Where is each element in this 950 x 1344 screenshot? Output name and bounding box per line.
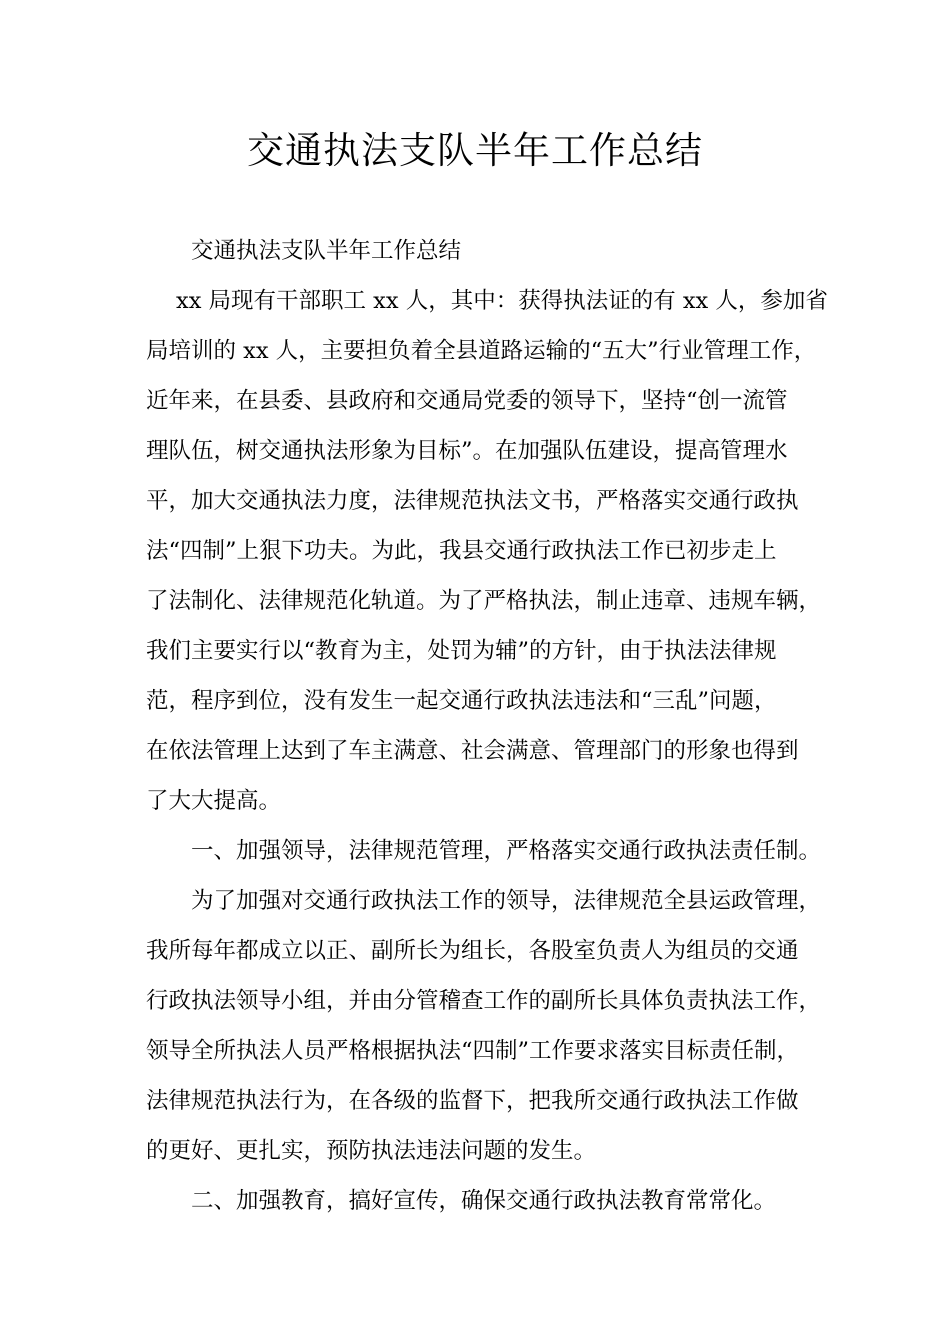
- paragraph-line: 了法制化、法律规范化轨道。为了严格执法，制止违章、违规车辆，: [146, 588, 822, 614]
- paragraph-line: 我们主要实行以“教育为主，处罚为辅”的方针，由于执法法律规: [146, 638, 777, 664]
- paragraph-line: 行政执法领导小组，并由分管稽查工作的副所长具体负责执法工作，: [146, 988, 822, 1014]
- paragraph-line: 法律规范执法行为，在各级的监督下，把我所交通行政执法工作做: [146, 1088, 799, 1114]
- paragraph-line: 为了加强对交通行政执法工作的领导，法律规范全县运政管理，: [191, 888, 822, 914]
- paragraph-line: 我所每年都成立以正、副所长为组长，各股室负责人为组员的交通: [146, 938, 799, 964]
- paragraph-line: 理队伍，树交通执法形象为目标”。在加强队伍建设，提高管理水: [146, 438, 788, 464]
- section-heading-1: 一、加强领导，法律规范管理，严格落实交通行政执法责任制。: [191, 838, 822, 864]
- paragraph-line: 近年来，在县委、县政府和交通局党委的领导下，坚持“创一流管: [146, 388, 788, 414]
- paragraph-line: 法“四制”上狠下功夫。为此，我县交通行政执法工作已初步走上: [146, 538, 777, 564]
- document-title: 交通执法支队半年工作总结: [247, 129, 703, 172]
- paragraph-line: 了大大提高。: [146, 788, 282, 814]
- paragraph-line: 范，程序到位，没有发生一起交通行政执法违法和“三乱”问题，: [146, 688, 777, 714]
- paragraph-line: 的更好、更扎实，预防执法违法问题的发生。: [146, 1138, 597, 1164]
- paragraph-line: xx 局现有干部职工 xx 人，其中：获得执法证的有 xx 人，参加省: [176, 288, 828, 314]
- subtitle-line: 交通执法支队半年工作总结: [191, 238, 462, 264]
- paragraph-line: 平，加大交通执法力度，法律规范执法文书，严格落实交通行政执: [146, 488, 799, 514]
- section-heading-2: 二、加强教育，搞好宣传，确保交通行政执法教育常常化。: [191, 1188, 777, 1214]
- paragraph-line: 在依法管理上达到了车主满意、社会满意、管理部门的形象也得到: [146, 738, 799, 764]
- paragraph-line: 领导全所执法人员严格根据执法“四制”工作要求落实目标责任制，: [146, 1038, 800, 1064]
- paragraph-line: 局培训的 xx 人，主要担负着全县道路运输的“五大”行业管理工作，: [146, 338, 817, 364]
